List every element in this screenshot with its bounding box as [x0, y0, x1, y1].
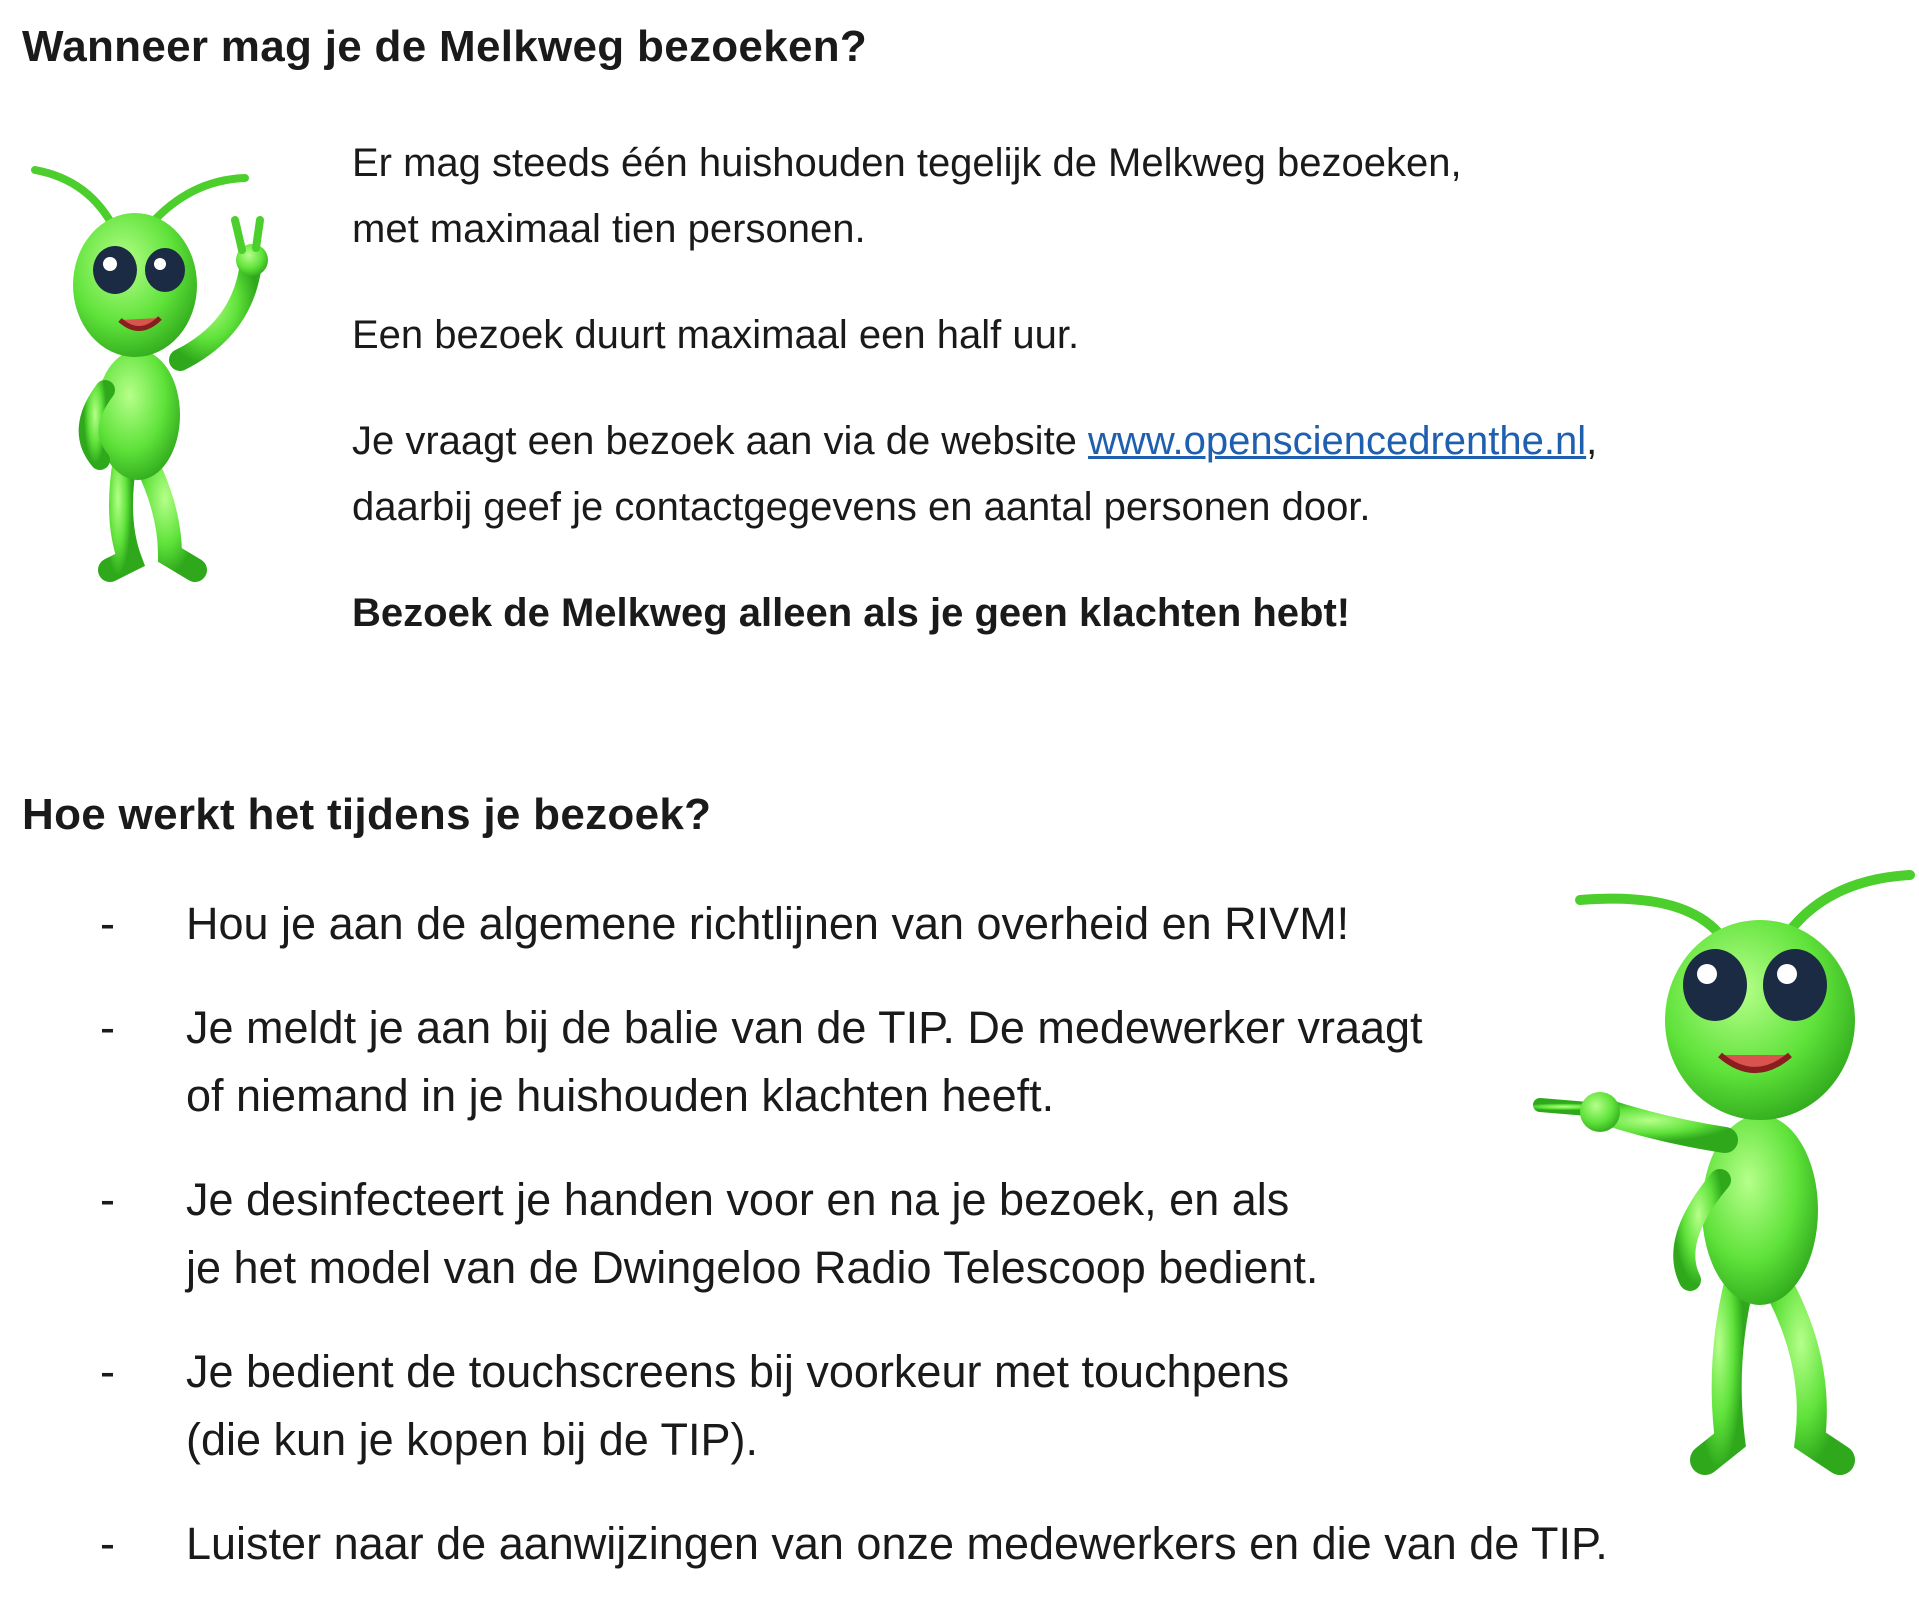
- bullet-dash: -: [100, 1346, 115, 1397]
- bullet-dash: -: [100, 1518, 115, 1569]
- alien-waving-icon: [20, 160, 290, 590]
- list-item: [100, 1510, 1800, 1578]
- text-line: je het model van de Dwingeloo Radio Telescoop bedient.: [186, 1242, 1319, 1293]
- text-line: [352, 408, 1912, 474]
- text-line: met maximaal tien personen.: [352, 207, 866, 251]
- text-line: Een bezoek duurt maximaal een half uur.: [352, 313, 1080, 357]
- text-line: Hou je aan de algemene richtlijnen van overheid en RIVM!: [186, 898, 1350, 949]
- text-line: Je meldt je aan bij de balie van de TIP. De medewerker vraagt: [186, 1002, 1423, 1053]
- paragraph-household: [352, 130, 1912, 262]
- bullet-dash: -: [100, 1002, 115, 1053]
- bullet-dash: -: [100, 898, 115, 949]
- text-line: Er mag steeds één huishouden tegelijk de Melkweg bezoeken,: [352, 141, 1462, 185]
- website-link[interactable]: www.opensciencedrenthe.nl: [1088, 419, 1587, 463]
- paragraph-warning: [352, 580, 1912, 646]
- text-line: Je desinfecteert je handen voor en na je bezoek, en als: [186, 1174, 1290, 1225]
- warning-text: Bezoek de Melkweg alleen als je geen klachten hebt!: [352, 591, 1351, 635]
- alien-pointing-icon: [1520, 860, 1919, 1500]
- bullet-dash: -: [100, 1174, 115, 1225]
- text-line: of niemand in je huishouden klachten heeft.: [186, 1070, 1055, 1121]
- text-fragment: ,: [1586, 419, 1598, 463]
- text-line: daarbij geef je contactgegevens en aantal personen door.: [352, 485, 1371, 529]
- paragraph-request: [352, 408, 1912, 540]
- text-line: Luister naar de aanwijzingen van onze medewerkers en die van de TIP.: [186, 1518, 1608, 1569]
- text-fragment: Je vraagt een bezoek aan via de website: [352, 419, 1089, 463]
- section-title-visiting-rules: Wanneer mag je de Melkweg bezoeken?: [22, 22, 868, 71]
- visiting-rules-text: [352, 130, 1912, 686]
- text-line: Je bedient de touchscreens bij voorkeur met touchpens: [186, 1346, 1290, 1397]
- paragraph-duration: [352, 302, 1912, 368]
- text-line: (die kun je kopen bij de TIP).: [186, 1414, 758, 1465]
- section-title-during-visit: Hoe werkt het tijdens je bezoek?: [22, 790, 712, 839]
